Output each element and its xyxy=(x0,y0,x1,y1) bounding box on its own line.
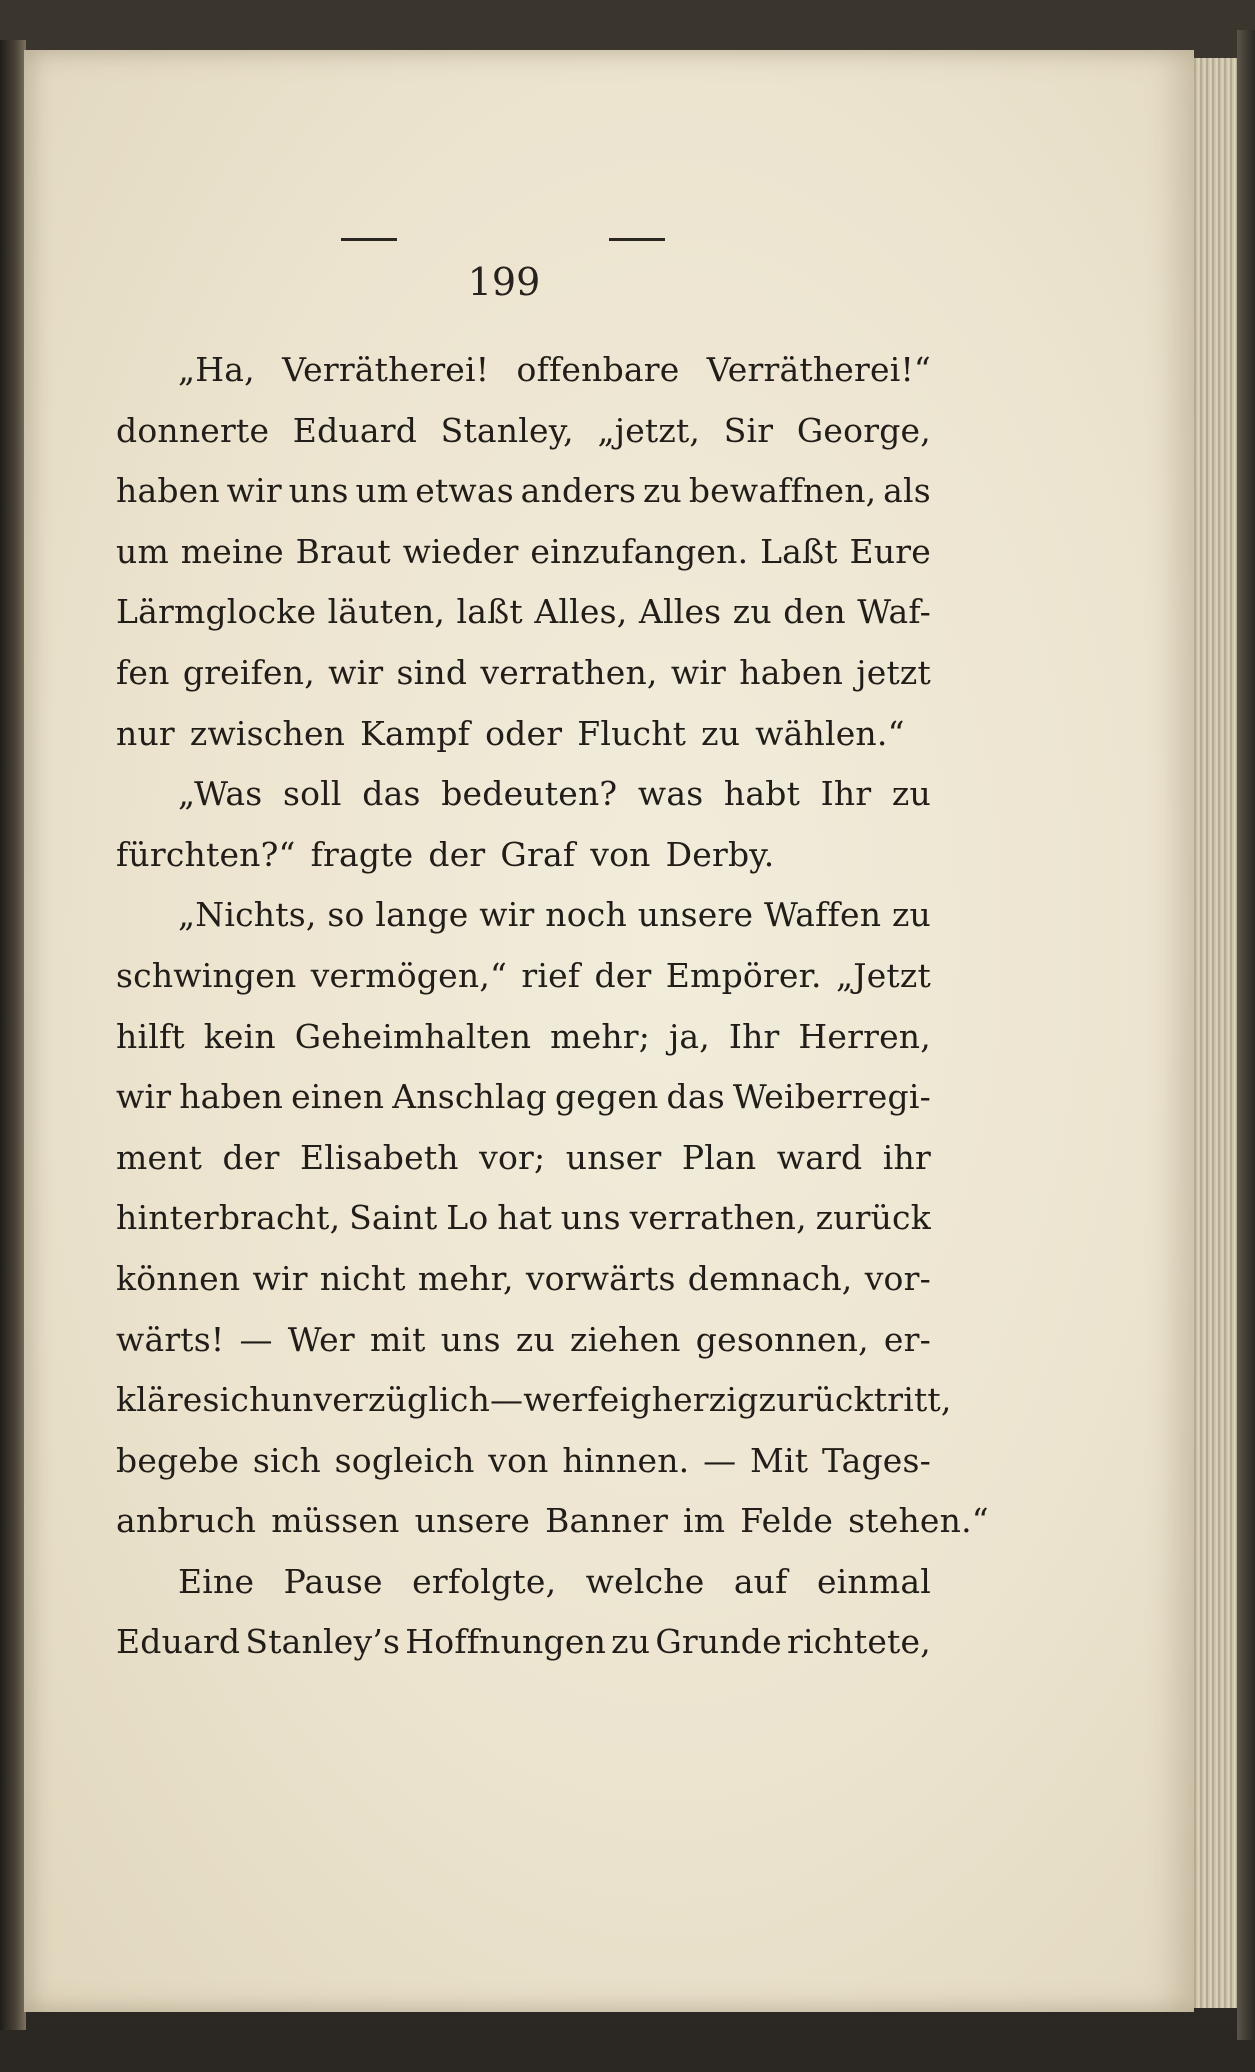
text-line: begebe sich sogleich von hinnen. — Mit Tages- xyxy=(116,1440,931,1480)
text-line: wärts! — Wer mit uns zu ziehen gesonnen, er- xyxy=(116,1319,931,1359)
text-line: haben wir uns um etwas anders zu bewaffnen, als xyxy=(116,471,931,511)
text-line: anbruch müssen unsere Banner im Felde stehen.“ xyxy=(116,1501,989,1541)
text-line: nur zwischen Kampf oder Flucht zu wählen.“ xyxy=(116,713,905,753)
book-cover-edge-right xyxy=(1237,30,1255,2040)
text-line: fen greifen, wir sind verrathen, wir haben jetzt xyxy=(116,652,931,692)
text-line: wir haben einen Anschlag gegen das Weiberregi- xyxy=(116,1077,931,1117)
text-line: Eduard Stanley’s Hoffnungen zu Grunde richtete, xyxy=(116,1622,931,1662)
book-page xyxy=(24,50,1194,2012)
text-line: schwingen vermögen,“ rief der Empörer. „Jetzt xyxy=(116,955,931,995)
text-line: um meine Braut wieder einzufangen. Laßt Eure xyxy=(116,531,931,571)
text-line: donnerte Eduard Stanley, „jetzt, Sir George, xyxy=(116,410,931,450)
text-line: hilft kein Geheimhalten mehr; ja, Ihr Herren, xyxy=(116,1016,931,1056)
text-line: ment der Elisabeth vor; unser Plan ward ihr xyxy=(116,1137,931,1177)
page-number-dash-right xyxy=(609,238,665,241)
text-line: „Was soll das bedeuten? was habt Ihr zu xyxy=(178,774,931,814)
text-line: fürchten?“ fragte der Graf von Derby. xyxy=(116,834,775,874)
text-line: hinterbracht, Saint Lo hat uns verrathen, zurück xyxy=(116,1198,931,1238)
body-text xyxy=(116,350,989,1683)
text-line: „Nichts, so lange wir noch unsere Waffen zu xyxy=(178,895,931,935)
page-number-dash-left xyxy=(341,238,397,241)
book-cover-edge-left xyxy=(0,40,26,2030)
text-line: „Ha, Verrätherei! offenbare Verrätherei!“ xyxy=(178,350,931,389)
text-line: können wir nicht mehr, vorwärts demnach, vor- xyxy=(116,1258,931,1298)
text-line: kläre sich unverzüglich — wer feigherzig zurücktritt, xyxy=(116,1380,952,1420)
page-number: 199 xyxy=(467,260,541,304)
text-line: Lärmglocke läuten, laßt Alles, Alles zu den Waf- xyxy=(116,592,931,632)
text-line: Eine Pause erfolgte, welche auf einmal xyxy=(178,1561,931,1601)
